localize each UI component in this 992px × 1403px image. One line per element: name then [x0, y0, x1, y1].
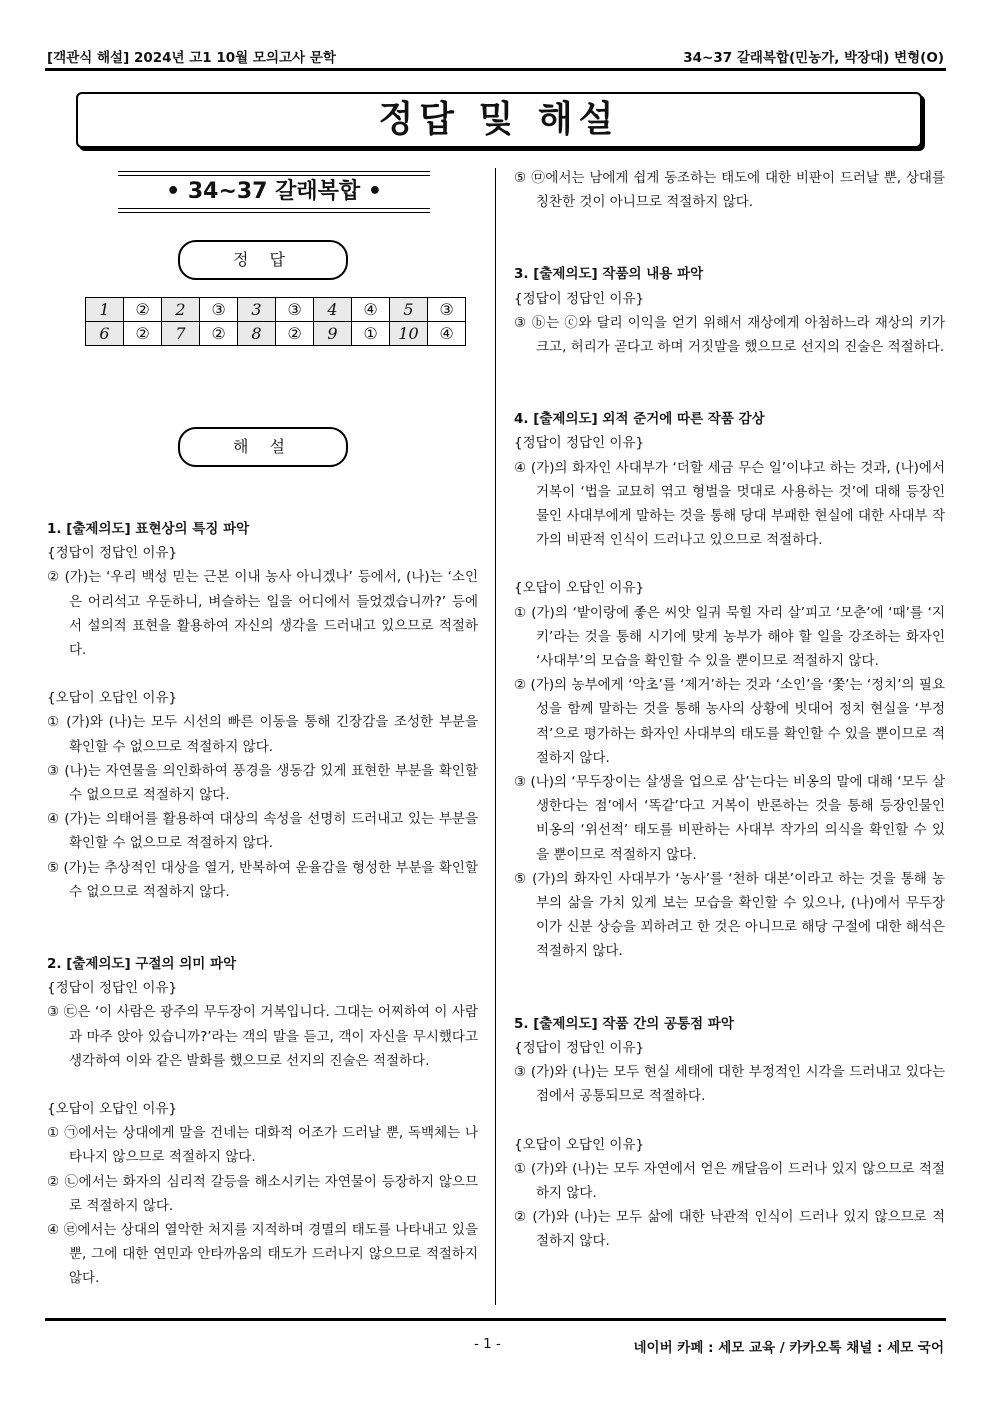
q3-correct: ③ ⓑ는 ⓒ와 달리 이익을 얻기 위해서 재상에게 아첨하느라 재상의 키가 크고, 허리가 곧다고 하며 거짓말을 했으므로 선지의 진술은 적절하다. [514, 314, 945, 356]
q5-why-wrong: {오답이 오답인 이유} [514, 1136, 645, 1153]
header-left: [객관식 해설] 2024년 고1 10월 모의고사 문학 [47, 50, 336, 66]
q2-title: 2. [출제의도] 구절의 의미 파악 [47, 956, 237, 973]
q1-title: 1. [출제의도] 표현상의 특징 파악 [47, 521, 250, 537]
q2-wrong-item-5: ⑤ ㉤에서는 남에게 쉽게 동조하는 태도에 대한 비판이 드러날 뿐, 상대를 칭찬한 것이 아니므로 적절하지 않다. [514, 170, 945, 211]
question-number: 1 [86, 298, 124, 322]
answer-row [86, 298, 466, 322]
section-title: • 34~37 갈래복합 • [118, 171, 430, 213]
q4-wrong-item: ② (가)의 농부에게 ‘악초’를 ‘제거’하는 것과 ‘소인’을 ‘쫓’는 ‘정치’의 필요성을 함께 말하는 것을 통해 농사의 상황에 빗대어 정치 현실을 ‘부정적’으로 평가하는 화자인 사대부의 태도를 확인할 수 있을 뿐이므로 적절하지 않다. [514, 677, 945, 766]
q4-title: 4. [출제의도] 외적 준거에 따른 작품 감상 [514, 411, 765, 428]
question-number: 9 [314, 322, 352, 346]
title-box [76, 92, 922, 148]
q4-why-correct: {정답이 정답인 이유} [514, 435, 645, 452]
q1-wrong-item: ④ (가)는 의태어를 활용하여 대상의 속성을 선명히 드러내고 있는 부분을 확인할 수 없으므로 적절하지 않다. [47, 811, 478, 852]
page-number: - 1 - [474, 1336, 501, 1352]
left-column [47, 517, 478, 1291]
q4-correct: ④ (가)의 화자인 사대부가 ‘더할 세금 무슨 일’이냐고 하는 것과, (나)에서 거복이 ‘법을 교묘히 엮고 형벌을 멋대로 사용하는 것’에 대해 등장인물인 사대부에게 말하는 것을 통해 당대 부패한 현실에 대한 사대부 작가의 비판적 인식이 드러나고 있으므로 적절하다. [514, 459, 945, 549]
q3-title: 3. [출제의도] 작품의 내용 파악 [514, 266, 704, 283]
q1-wrong-item: ③ (나)는 자연물을 의인화하여 풍경을 생동감 있게 표현한 부분을 확인할 수 없으므로 적절하지 않다. [47, 762, 478, 804]
question-number: 2 [162, 298, 200, 322]
question-number: 10 [390, 322, 428, 346]
q1-wrong-item: ① (가)와 (나)는 모두 시선의 빠른 이동을 통해 긴장감을 조성한 부분을 확인할 수 없으므로 적절하지 않다. [47, 714, 478, 755]
answer-value: ② [276, 322, 314, 346]
q5-why-correct: {정답이 정답인 이유} [514, 1039, 645, 1056]
q5-wrong-item: ① (가)와 (나)는 모두 자연에서 얻은 깨달음이 드러나 있지 않으므로 적절하지 않다. [514, 1160, 945, 1201]
q2-wrong-item: ① ㉠에서는 상대에게 말을 건네는 대화적 어조가 드러날 뿐, 독백체는 나타나지 않으므로 적절하지 않다. [47, 1125, 478, 1166]
answer-table [85, 297, 466, 346]
q1-wrong-item: ⑤ (가)는 추상적인 대상을 열거, 반복하여 운율감을 형성한 부분을 확인할 수 없으므로 적절하지 않다. [47, 859, 478, 900]
q4-wrong-item: ③ (나)의 ‘무두장이는 살생을 업으로 삼’는다는 비옹의 말에 대해 ‘모두 살생한다는 점’에서 ‘똑같’다고 거복이 반론하는 것을 통해 등장인물인 비옹의 ‘위선적’ 태도를 비판하는 사대부 작가의 의식을 확인할 수 있을 뿐이므로 적절하지 않다. [514, 774, 945, 863]
question-number: 3 [238, 298, 276, 322]
q5-title: 5. [출제의도] 작품 간의 공통점 파악 [514, 1015, 734, 1032]
bottom-rule [45, 1318, 946, 1321]
answer-row [86, 322, 466, 346]
q2-why-wrong: {오답이 오답인 이유} [47, 1101, 178, 1118]
question-number: 5 [390, 298, 428, 322]
question-number: 4 [314, 298, 352, 322]
q2-wrong-item: ② ㉡에서는 화자의 심리적 갈등을 해소시키는 자연물이 등장하지 않으므로 적절하지 않다. [47, 1173, 478, 1214]
answer-value: ④ [428, 322, 466, 346]
q1-why-wrong: {오답이 오답인 이유} [47, 690, 178, 707]
q5-correct: ③ (가)와 (나)는 모두 현실 세태에 대한 부정적인 시각을 드러내고 있다는 점에서 공통되므로 적절하다. [514, 1064, 945, 1105]
q1-correct: ② (가)는 ‘우리 백성 믿는 근본 이내 농사 아니겠나’ 등에서, (나)는 ‘소인은 어리석고 우둔하니, 벼슬하는 일을 어디에서 들었겠습니까?’ 등에서 설의적 표현을 활용하여 자신의 생각을 드러내고 있으므로 적절하다. [47, 569, 478, 659]
q3-why-correct: {정답이 정답인 이유} [514, 290, 645, 307]
q2-why-correct: {정답이 정답인 이유} [47, 980, 178, 997]
q1-why-correct: {정답이 정답인 이유} [47, 545, 178, 562]
answer-value: ② [200, 322, 238, 346]
page-title: 정답 및 해설 [378, 99, 620, 140]
q5-wrong-item: ② (가)와 (나)는 모두 삶에 대한 낙관적 인식이 드러나 있지 않으므로 적절하지 않다. [514, 1209, 945, 1250]
answer-value: ② [124, 298, 162, 322]
answer-value: ③ [276, 298, 314, 322]
answer-label: 정 답 [178, 240, 348, 280]
question-number: 6 [86, 322, 124, 346]
answer-value: ④ [352, 298, 390, 322]
question-number: 8 [238, 322, 276, 346]
answer-value: ③ [428, 298, 466, 322]
right-column [514, 166, 945, 1254]
q4-wrong-item: ⑤ (가)의 화자인 사대부가 ‘농사’를 ‘천하 대본’이라고 하는 것을 통해 농부의 삶을 가치 있게 보는 모습을 확인할 수 있으나, (나)에서 무두장이가 신분 상승을 꾀하려고 한 것은 아니므로 해당 구절에 대한 해석은 적절하지 않다. [514, 870, 945, 960]
footer-credit: 네이버 카페 : 세모 교육 / 카카오톡 채널 : 세모 국어 [633, 1340, 944, 1356]
q4-wrong-item: ① (가)의 ‘밭이랑에 좋은 씨앗 일궈 묵힐 자리 살’피고 ‘모춘’에 ‘때’를 ‘지키’라는 것을 통해 시기에 맞게 농부가 해야 할 일을 강조하는 화자인 ‘사대부’의 모습을 확인할 수 있을 뿐이므로 적절하지 않다. [514, 604, 945, 670]
explain-label: 해 설 [178, 427, 348, 467]
header-right: 34~37 갈래복합(민농가, 박장대) 변형(O) [683, 50, 944, 66]
answer-value: ③ [200, 298, 238, 322]
q2-correct: ③ ㉢은 ‘이 사람은 광주의 무두장이 거복입니다. 그대는 어찌하여 이 사람과 마주 앉아 있습니까?’라는 객의 말을 듣고, 객이 자신을 무시했다고 생각하여 이와 같은 발화를 했으므로 선지의 진술은 적절하다. [47, 1004, 478, 1069]
answer-value: ① [352, 322, 390, 346]
column-divider [495, 168, 496, 1305]
top-rule [45, 68, 946, 71]
q4-why-wrong: {오답이 오답인 이유} [514, 580, 645, 597]
q2-wrong-item: ④ ㉣에서는 상대의 열악한 처지를 지적하며 경멸의 태도를 나타내고 있을 뿐, 그에 대한 연민과 안타까움의 태도가 드러나지 않으므로 적절하지 않다. [47, 1222, 478, 1287]
answer-value: ② [124, 322, 162, 346]
question-number: 7 [162, 322, 200, 346]
